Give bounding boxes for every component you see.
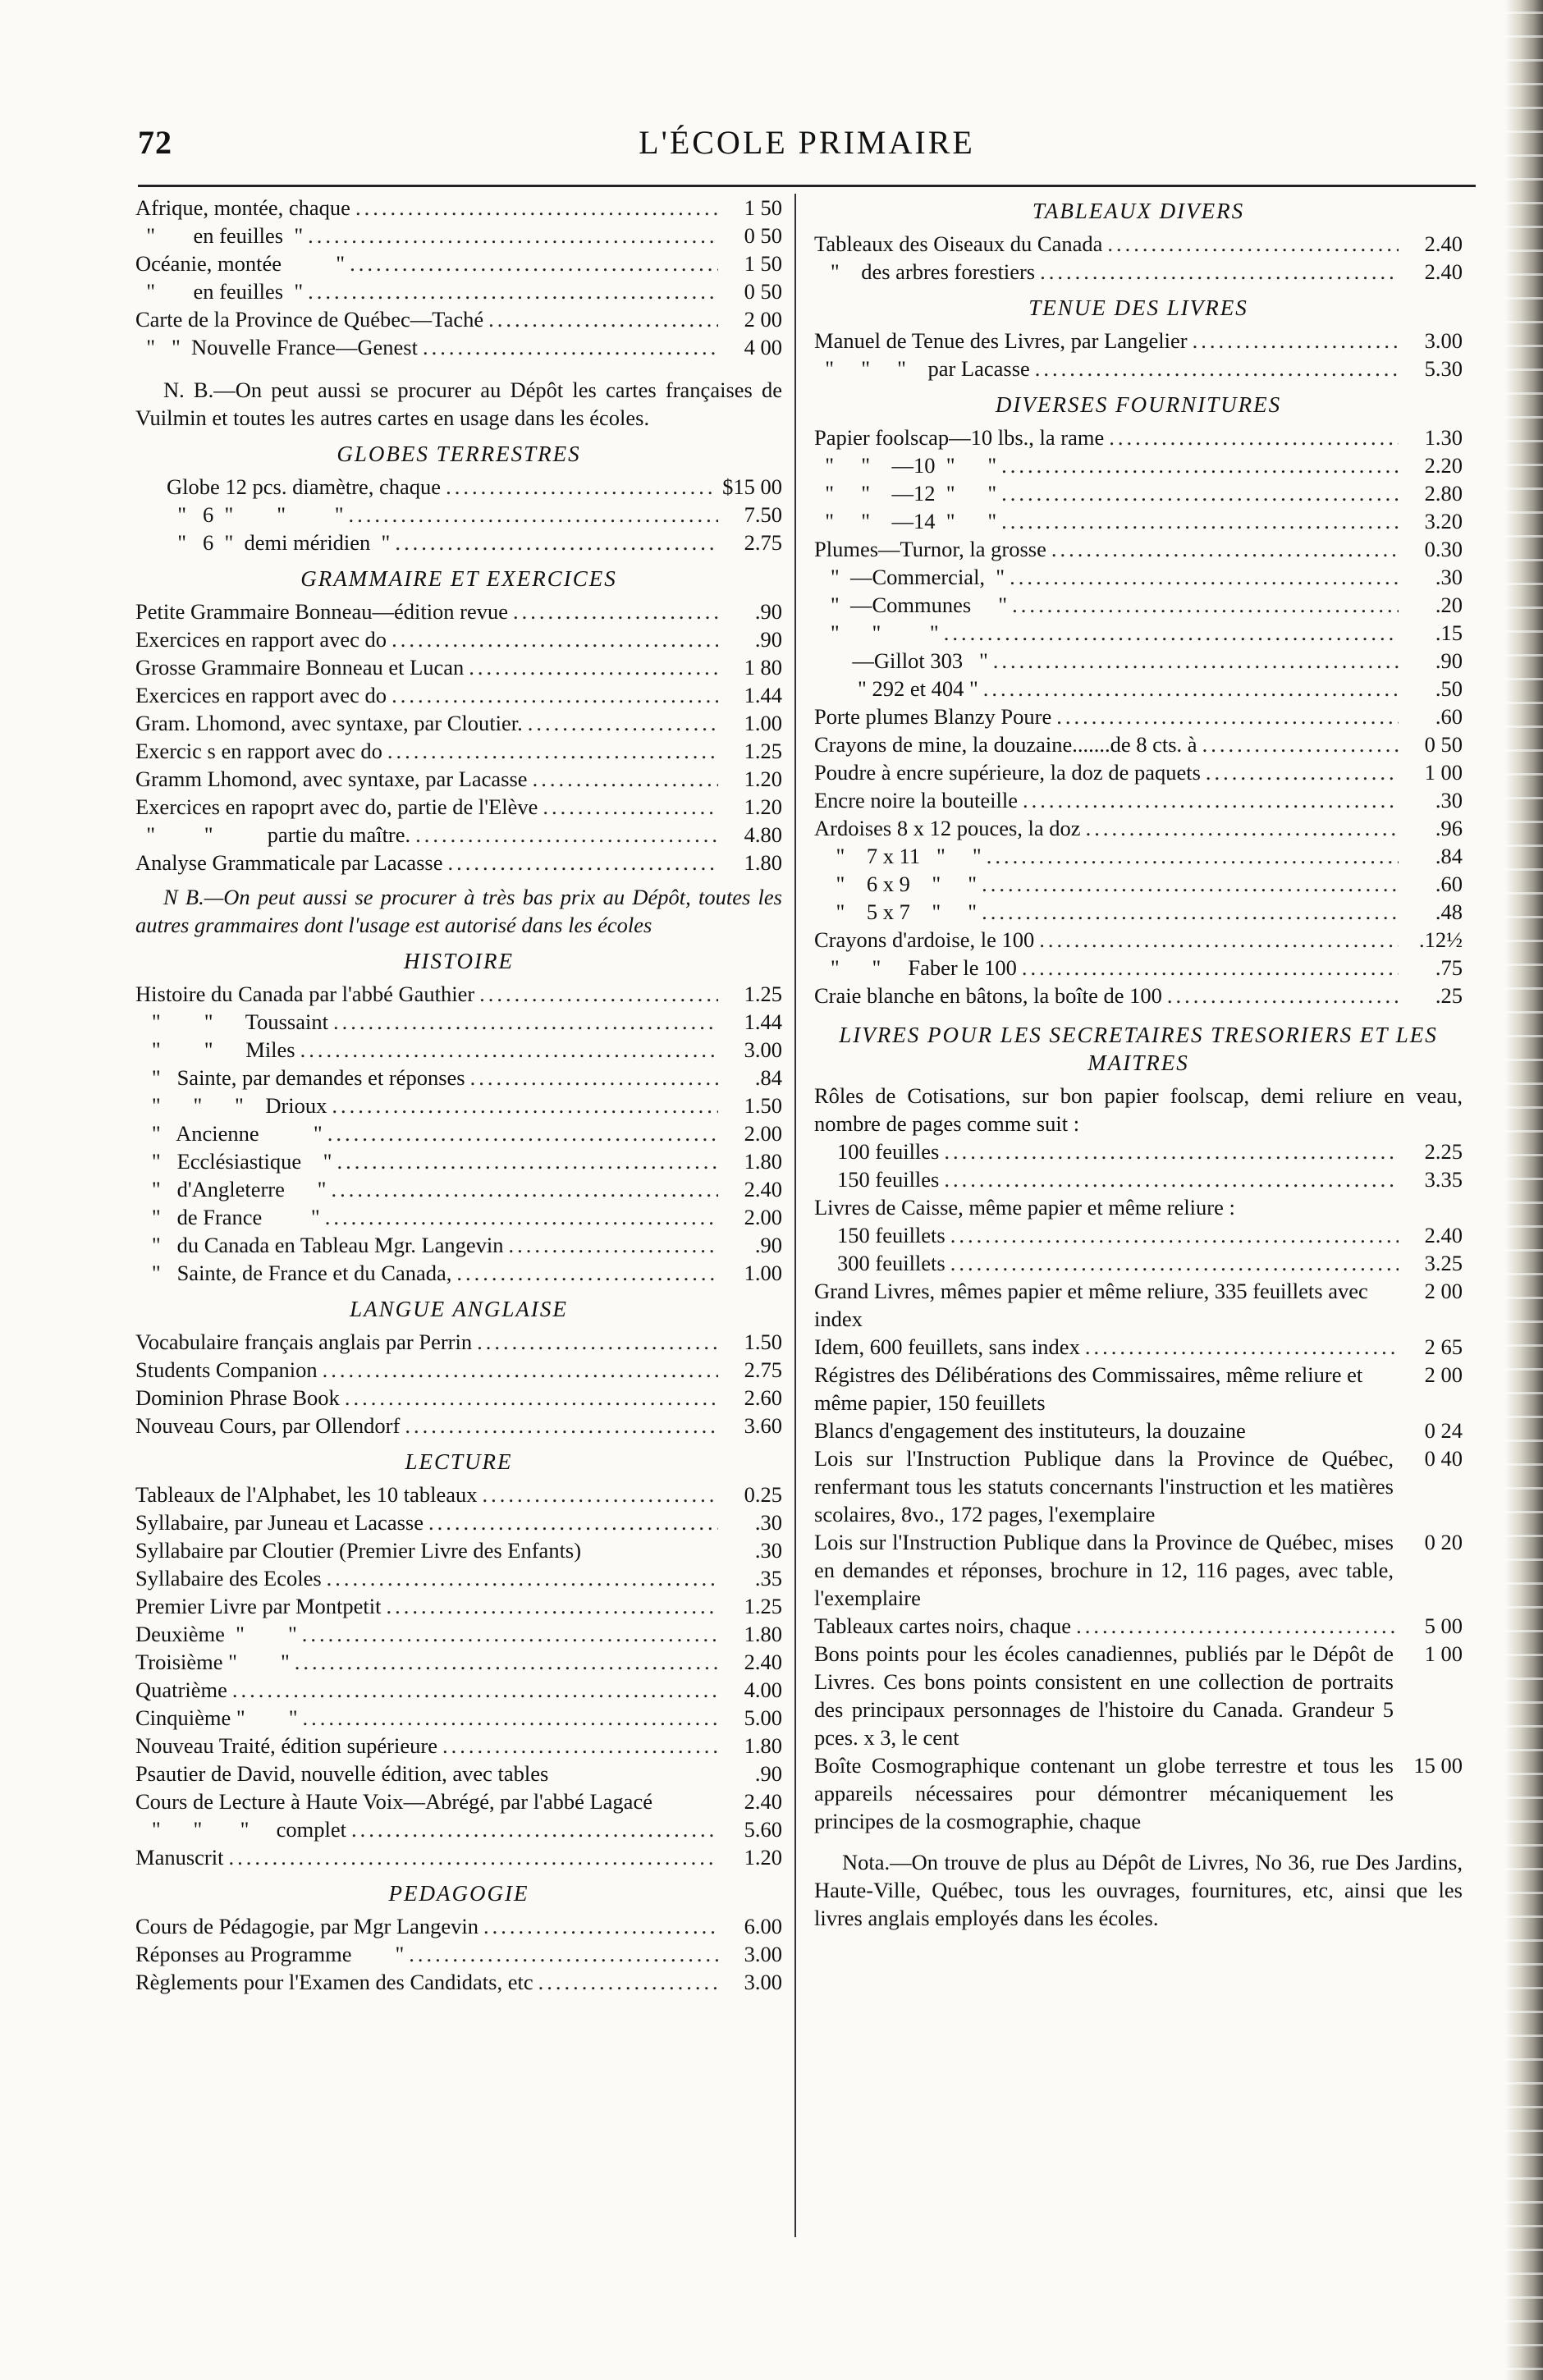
list-item: " " Miles ..... 3.00 (135, 1036, 782, 1064)
list-item: " 7 x 11 " " ..... .84 (814, 842, 1463, 870)
list-item: " " —10 " " ..... 2.20 (814, 451, 1463, 479)
list-item: Tableaux des Oiseaux du Canada ..... 2.40 (814, 230, 1463, 258)
list-item: Premier Livre par Montpetit ..... 1.25 (135, 1592, 782, 1620)
list-item: " " —14 " " ..... 3.20 (814, 507, 1463, 535)
running-title: L'ÉCOLE PRIMAIRE (639, 124, 975, 161)
list-item: Tableaux de l'Alphabet, les 10 tableaux ..... 0.25 (135, 1481, 782, 1508)
list-item: Régistres des Délibérations des Commissaires, même reliure et même papier, 150 feuillets 2 00 (814, 1362, 1463, 1415)
list-item: Poudre à encre supérieure, la doz de paquets ..... 1 00 (814, 758, 1463, 786)
list-item: Gram. Lhomond, avec syntaxe, par Cloutier. ..... 1.00 (135, 709, 782, 737)
list-item: " " " ..... .15 (814, 619, 1463, 647)
list-item: Plumes—Turnor, la grosse ..... 0.30 (814, 535, 1463, 563)
section-heading-pedagogie: PEDAGOGIE (388, 1881, 529, 1906)
list-item: " Sainte, par demandes et réponses ..... .84 (135, 1064, 782, 1092)
maps-list (135, 194, 782, 361)
list-item: " 6 x 9 " " ..... .60 (814, 870, 1463, 898)
list-item: Craie blanche en bâtons, la boîte de 100 ..... .25 (814, 982, 1463, 1009)
list-item: " de France " ..... 2.00 (135, 1203, 782, 1231)
list-item: Exercices en rapport avec do ..... 1.44 (135, 681, 782, 709)
list-item: Deuxième " " ..... 1.80 (135, 1620, 782, 1648)
list-item: " " Nouvelle France—Genest ..... 4 00 (135, 333, 782, 361)
list-item: Syllabaire, par Juneau et Lacasse ..... .30 (135, 1508, 782, 1536)
list-item: Exercic s en rapport avec do ..... 1.25 (135, 737, 782, 765)
list-item: " " partie du maître. ..... 4.80 (135, 821, 782, 849)
left-column (135, 194, 782, 1996)
list-item: " —Commercial, " ..... .30 (814, 563, 1463, 591)
page-edge (1505, 0, 1543, 2380)
list-item: " 6 " demi méridien " ..... 2.75 (135, 529, 782, 556)
note-maps: N. B.—On peut aussi se procurer au Dépôt les cartes françaises de Vuilmin et toutes les autres cartes en usage dans les écoles. (135, 378, 782, 430)
list-item: " Sainte, de France et du Canada, ..... 1.00 (135, 1259, 782, 1287)
list-item: Globe 12 pcs. diamètre, chaque ..... $15 00 (135, 473, 782, 501)
list-item: " 6 " " " ..... 7.50 (135, 501, 782, 529)
list-item: Vocabulaire français anglais par Perrin ..... 1.50 (135, 1328, 782, 1356)
list-item: Syllabaire des Ecoles ..... .35 (135, 1564, 782, 1592)
list-item: " Ancienne " ..... 2.00 (135, 1119, 782, 1147)
section-heading-globes: GLOBES TERRESTRES (337, 442, 581, 466)
list-item: Syllabaire par Cloutier (Premier Livre des Enfants) .30 (135, 1538, 782, 1563)
column-divider (794, 194, 796, 2237)
list-item: " " —12 " " ..... 2.80 (814, 479, 1463, 507)
list-item: " 5 x 7 " " ..... .48 (814, 898, 1463, 926)
list-item: Règlements pour l'Examen des Candidats, etc ..... 3.00 (135, 1968, 782, 1996)
section-heading-secretaires: LIVRES POUR LES SECRETAIRES TRESORIERS ET LES MAITRES (839, 1023, 1438, 1075)
list-item: Afrique, montée, chaque ..... 1 50 (135, 194, 782, 222)
list-item: Boîte Cosmographique contenant un globe terrestre et tous les appareils nécessaires pour démontrer mécaniquement les principes de la cosmographie, chaque 15 00 (814, 1753, 1463, 1833)
list-item: Idem, 600 feuillets, sans index ..... 2 65 (814, 1333, 1463, 1361)
list-item: 100 feuilles ..... 2.25 (814, 1137, 1463, 1165)
list-item: " " " par Lacasse ..... 5.30 (814, 355, 1463, 382)
section-heading-tenue: TENUE DES LIVRES (1028, 295, 1248, 320)
nota-paragraph: Nota.—On trouve de plus au Dépôt de Livres, No 36, rue Des Jardins, Haute-Ville, Québec, tous les ouvrages, fournitures, etc, ainsi que les livres anglais employés dans les écoles. (814, 1850, 1463, 1930)
globes-list (135, 473, 782, 556)
list-item: Grand Livres, mêmes papier et même reliure, 335 feuillets avec index 2 00 (814, 1279, 1463, 1331)
list-item: Lois sur l'Instruction Publique dans la Province de Québec, mises en demandes et réponses, brochure in 12, 116 pages, avec table, l'exemplaire 0 20 (814, 1530, 1463, 1610)
histoire-list (135, 980, 782, 1287)
list-item: Bons points pour les écoles canadiennes, publiés par le Dépôt de Livres. Ces bons points consistent en une collection de portraits des principaux personnages de l'histoire du Canada. Grandeur 5 pces. x 3, le cent 1 00 (814, 1641, 1463, 1750)
list-item: Histoire du Canada par l'abbé Gauthier ..... 1.25 (135, 980, 782, 1008)
tableaux-list (814, 230, 1463, 286)
anglaise-list (135, 1328, 782, 1439)
list-item: Ardoises 8 x 12 pouces, la doz ..... .96 (814, 814, 1463, 842)
section-heading-histoire: HISTOIRE (404, 949, 514, 973)
list-item: " " " complet ..... 5.60 (135, 1815, 782, 1843)
section-heading-anglaise: LANGUE ANGLAISE (350, 1297, 568, 1321)
list-item: " 292 et 404 " ..... .50 (814, 675, 1463, 703)
page-number: 72 (138, 124, 172, 161)
list-item: Océanie, montée " ..... 1 50 (135, 249, 782, 277)
lecture-list (135, 1481, 782, 1871)
section-heading-grammaire: GRAMMAIRE ET EXERCICES (300, 566, 617, 591)
list-item: Exercices en rapoprt avec do, partie de l'Elève ..... 1.20 (135, 793, 782, 821)
right-column (814, 194, 1463, 1940)
list-item: Analyse Grammaticale par Lacasse ..... 1.80 (135, 849, 782, 876)
list-item: Quatrième ..... 4.00 (135, 1676, 782, 1704)
list-item: " —Communes " ..... .20 (814, 591, 1463, 619)
list-item: Papier foolscap—10 lbs., la rame ..... 1.30 (814, 423, 1463, 451)
list-item: Tableaux cartes noirs, chaque ..... 5 00 (814, 1612, 1463, 1640)
list-item: Blancs d'engagement des instituteurs, la douzaine 0 24 (814, 1418, 1463, 1443)
list-item: 150 feuilles ..... 3.35 (814, 1165, 1463, 1193)
list-item: Psautier de David, nouvelle édition, avec tables .90 (135, 1761, 782, 1786)
list-item: Gramm Lhomond, avec syntaxe, par Lacasse ..... 1.20 (135, 765, 782, 793)
list-item: Nouveau Cours, par Ollendorf ..... 3.60 (135, 1412, 782, 1439)
list-item: Porte plumes Blanzy Poure ..... .60 (814, 703, 1463, 730)
page-header (138, 123, 1476, 172)
list-item: " des arbres forestiers ..... 2.40 (814, 258, 1463, 286)
list-item: " " " Drioux ..... 1.50 (135, 1092, 782, 1119)
list-item: Réponses au Programme " ..... 3.00 (135, 1940, 782, 1968)
list-item: " " Toussaint ..... 1.44 (135, 1008, 782, 1036)
secretaires-list (814, 1082, 1463, 1835)
roles-intro: Rôles de Cotisations, sur bon papier foolscap, demi reliure en veau, nombre de pages comme suit : (814, 1083, 1463, 1136)
list-item: Encre noire la bouteille ..... .30 (814, 786, 1463, 814)
list-item: 300 feuillets ..... 3.25 (814, 1249, 1463, 1277)
list-item: Cours de Lecture à Haute Voix—Abrégé, par l'abbé Lagacé 2.40 (135, 1789, 782, 1814)
list-item: 150 feuillets ..... 2.40 (814, 1221, 1463, 1249)
list-item: " d'Angleterre " ..... 2.40 (135, 1175, 782, 1203)
list-item: Nouveau Traité, édition supérieure ..... 1.80 (135, 1732, 782, 1760)
caisse-intro: Livres de Caisse, même papier et même reliure : (814, 1195, 1235, 1220)
list-item: Lois sur l'Instruction Publique dans la Province de Québec, renfermant tous les statuts concernants l'instruction et les matières scolaires, 8vo., 172 pages, l'exemplaire 0 40 (814, 1446, 1463, 1526)
section-heading-tableaux: TABLEAUX DIVERS (1032, 199, 1245, 223)
grammaire-list (135, 597, 782, 876)
header-rule (138, 185, 1476, 187)
list-item: " en feuilles " ..... 0 50 (135, 277, 782, 305)
list-item: " Ecclésiastique " ..... 1.80 (135, 1147, 782, 1175)
section-heading-fournitures: DIVERSES FOURNITURES (995, 392, 1282, 417)
fournitures-list (814, 423, 1463, 1009)
list-item: Petite Grammaire Bonneau—édition revue ..... .90 (135, 597, 782, 625)
list-item: Manuel de Tenue des Livres, par Langelier ..... 3.00 (814, 327, 1463, 355)
list-item: Exercices en rapport avec do ..... .90 (135, 625, 782, 653)
list-item: " " Faber le 100 ..... .75 (814, 954, 1463, 982)
list-item: Cours de Pédagogie, par Mgr Langevin ..... 6.00 (135, 1912, 782, 1940)
list-item: " du Canada en Tableau Mgr. Langevin ..... .90 (135, 1231, 782, 1259)
pedagogie-list (135, 1912, 782, 1996)
list-item: Manuscrit ..... 1.20 (135, 1843, 782, 1871)
list-item: Carte de la Province de Québec—Taché ..... 2 00 (135, 305, 782, 333)
list-item: Troisième " " ..... 2.40 (135, 1648, 782, 1676)
list-item: Dominion Phrase Book ..... 2.60 (135, 1384, 782, 1412)
list-item: " en feuilles " ..... 0 50 (135, 222, 782, 249)
list-item: Students Companion ..... 2.75 (135, 1356, 782, 1384)
section-heading-lecture: LECTURE (405, 1449, 513, 1474)
note-grammaires: N B.—On peut aussi se procurer à très bas prix au Dépôt, toutes les autres grammaires dont l'usage est autorisé dans les écoles (135, 885, 782, 937)
list-item: Grosse Grammaire Bonneau et Lucan ..... 1 80 (135, 653, 782, 681)
tenue-list (814, 327, 1463, 382)
list-item: Crayons de mine, la douzaine.......de 8 cts. à ..... 0 50 (814, 730, 1463, 758)
list-item: Cinquième " " ..... 5.00 (135, 1704, 782, 1732)
list-item: —Gillot 303 " ..... .90 (814, 647, 1463, 675)
list-item: Crayons d'ardoise, le 100 ..... .12½ (814, 926, 1463, 954)
